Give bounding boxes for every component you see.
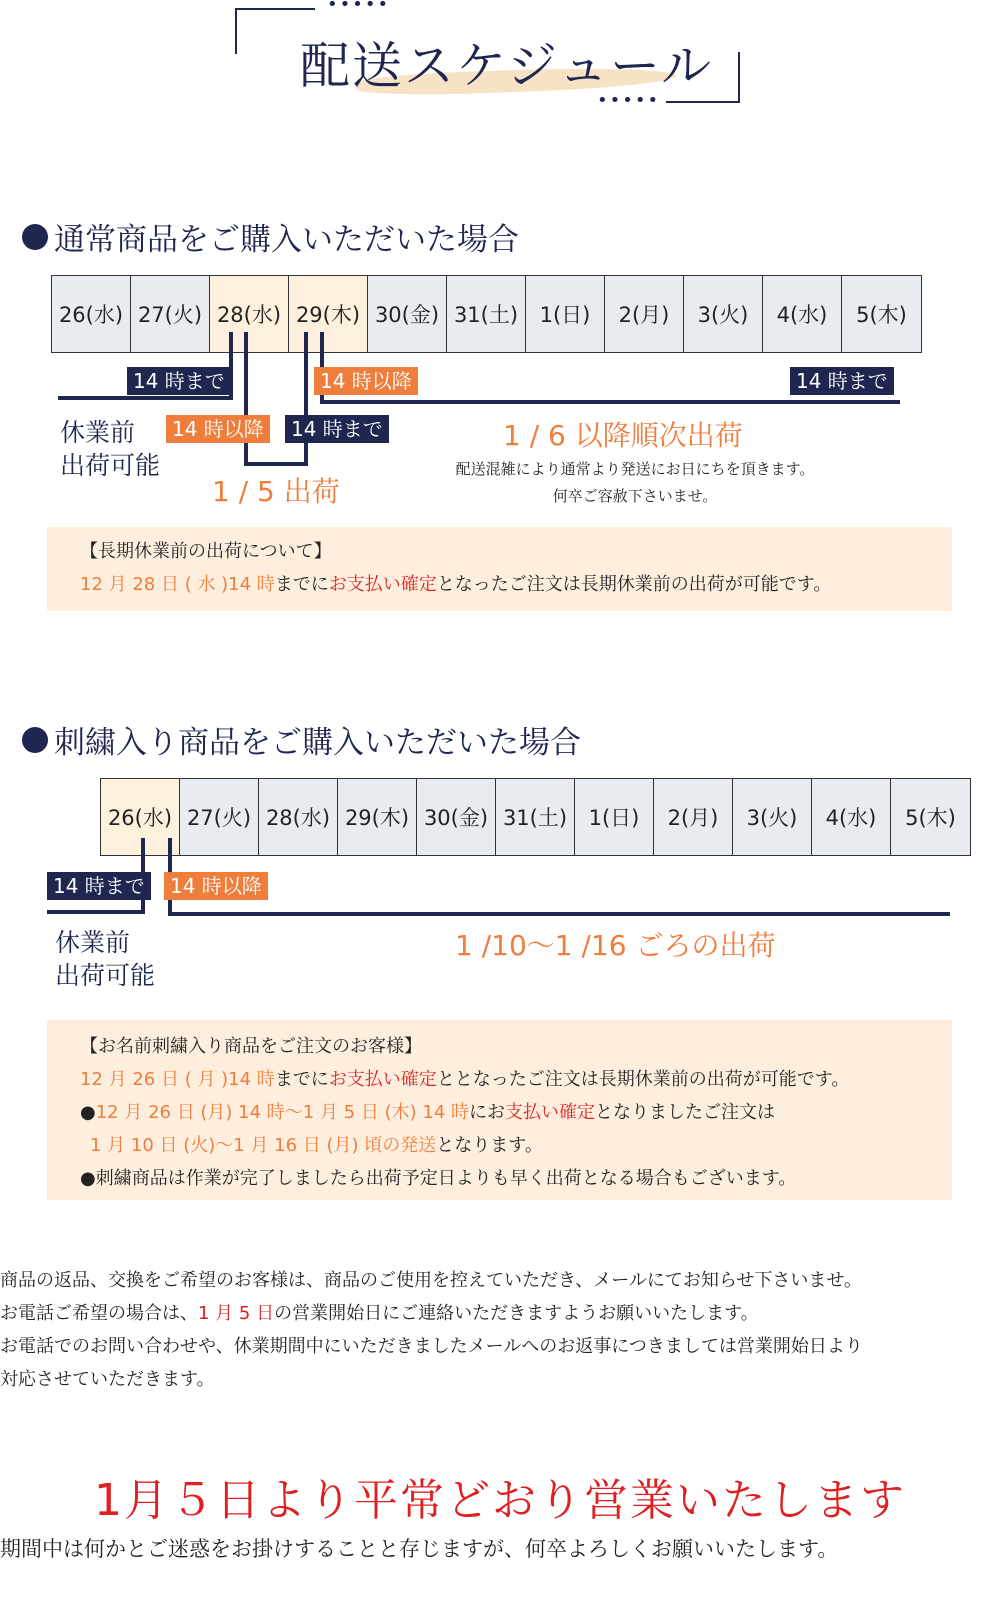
notice2-line4: ●刺繍商品は作業が完了しましたら出荷予定日よりも早く出荷となる場合もございます。	[80, 1168, 797, 1189]
bullet-icon	[22, 224, 48, 250]
calendar-day: 2(月)	[654, 779, 733, 855]
tag-until-14: 14 時まで	[47, 872, 151, 900]
timeline-line	[168, 912, 950, 916]
page-title: 配送スケジュール	[300, 37, 713, 95]
section1-heading	[22, 214, 519, 259]
notice2-date: 12 月 26 日 ( 月 )14 時	[80, 1069, 275, 1090]
notice-box-1	[47, 527, 952, 611]
bullet-icon: ●	[80, 1102, 96, 1123]
connector-line	[244, 462, 308, 466]
title-bracket-top	[235, 8, 315, 10]
notice-box-2	[47, 1020, 952, 1200]
info-line2	[0, 1297, 863, 1330]
tag-after-14: 14 時以降	[166, 415, 270, 443]
notice2-line1	[80, 1063, 952, 1096]
notice2-title: 【お名前刺繍入り商品をご注文のお客様】	[80, 1036, 422, 1057]
delay-note-line2: 何卒ご容赦下さいませ。	[552, 487, 718, 505]
notice1-mid: までに	[274, 574, 329, 595]
notice1-pay: お支払い確定	[328, 574, 437, 595]
calendar-day: 31(土)	[447, 276, 526, 352]
calendar-day: 28(水)	[210, 276, 289, 352]
calendar-day: 2(月)	[605, 276, 684, 352]
notice2-rest2: となりましたご注文は	[595, 1102, 775, 1123]
notice1-date: 12 月 28 日 ( 水 )14 時	[80, 574, 275, 595]
calendar-day: 29(木)	[289, 276, 368, 352]
rest-label-line1: 休業前	[60, 418, 136, 447]
section1-heading-text: 通常商品をご購入いただいた場合	[54, 222, 519, 258]
title-dots-top: •••••	[327, 0, 391, 15]
title-bracket-left	[235, 8, 237, 54]
announcement: 1月５日より平常どおり営業いたします	[94, 1475, 906, 1526]
notice2-line2	[80, 1096, 952, 1129]
info-line2-a: お電話ご希望の場合は、	[0, 1303, 198, 1324]
calendar-day: 30(金)	[417, 779, 496, 855]
delay-note-line1: 配送混雑により通常より発送にお日にちを頂きます。	[455, 460, 815, 478]
calendar-day: 4(水)	[812, 779, 891, 855]
notice2-ship-range: 1 月 10 日 (火)〜1 月 16 日 (月) 頃の発送	[90, 1135, 437, 1156]
info-line4: 対応させていただきます。	[0, 1369, 215, 1390]
section2-heading-text: 刺繍入り商品をご購入いただいた場合	[54, 725, 581, 761]
info-line1: 商品の返品、交換をご希望のお客様は、商品のご使用を控えていただき、メールにてお知らせ下さいませ。	[0, 1270, 862, 1291]
calendar-day: 5(木)	[891, 779, 970, 855]
notice2-rest3: となります。	[436, 1135, 543, 1156]
tag-until-14: 14 時まで	[790, 367, 894, 395]
info-paragraph	[0, 1264, 863, 1396]
timeline-line	[58, 396, 233, 400]
notice2-mid2: にお	[469, 1102, 505, 1123]
bullet-icon	[22, 727, 48, 753]
ship-jan5-label: 1 / 5 出荷	[212, 475, 340, 508]
calendar-day: 5(木)	[842, 276, 921, 352]
calendar-day: 27(火)	[180, 779, 259, 855]
title-bracket-bottom	[666, 101, 740, 103]
closing-text: 期間中は何かとご迷惑をお掛けすることと存じますが、何卒よろしくお願いいたします。	[0, 1537, 839, 1561]
tag-after-14: 14 時以降	[164, 872, 268, 900]
tag-after-14: 14 時以降	[314, 367, 418, 395]
calendar-day: 4(水)	[763, 276, 842, 352]
timeline-line	[47, 910, 145, 914]
calendar-day: 26(水)	[101, 779, 180, 855]
calendar-day: 1(日)	[526, 276, 605, 352]
info-line3: お電話でのお問い合わせや、休業期間中にいただきましたメールへのお返事につきましては営業開始日より	[0, 1336, 863, 1357]
info-line2-b: の営業開始日にご連絡いただきますようお願いいたします。	[274, 1303, 759, 1324]
connector-line	[304, 332, 308, 466]
delay-note	[430, 458, 840, 506]
calendar-day: 26(水)	[52, 276, 131, 352]
calendar-day: 28(水)	[259, 779, 338, 855]
calendar-day: 30(金)	[368, 276, 447, 352]
connector-line	[244, 332, 248, 466]
ship-jan6-label: 1 / 6 以降順次出荷	[503, 419, 743, 452]
tag-until-14: 14 時まで	[127, 367, 231, 395]
rest-label-line2: 出荷可能	[60, 451, 161, 480]
calendar-day: 3(火)	[733, 779, 812, 855]
ship-range-label: 1 /10〜1 /16 ごろの出荷	[455, 929, 776, 962]
notice2-pay2: 支払い確定	[505, 1102, 595, 1123]
section1-calendar	[51, 275, 922, 353]
timeline-line	[320, 400, 900, 404]
notice2-rest: ととなったご注文は長期休業前の出荷が可能です。	[436, 1069, 850, 1090]
calendar-day: 29(木)	[338, 779, 417, 855]
calendar-day: 1(日)	[575, 779, 654, 855]
info-line2-date: 1 月 5 日	[198, 1303, 275, 1324]
notice1-rest: となったご注文は長期休業前の出荷が可能です。	[436, 574, 832, 595]
title-bracket-right	[738, 52, 740, 103]
section2-calendar	[100, 778, 971, 856]
notice2-line3	[80, 1129, 952, 1162]
title-dots-bottom: •••••	[597, 90, 661, 111]
section2-heading	[22, 717, 581, 762]
tag-until-14: 14 時まで	[285, 415, 389, 443]
rest-label-line1: 休業前	[55, 928, 131, 957]
notice2-range: 12 月 26 日 (月) 14 時〜1 月 5 日 (木) 14 時	[95, 1102, 469, 1123]
notice1-title: 【長期休業前の出荷について】	[80, 541, 332, 562]
calendar-day: 27(火)	[131, 276, 210, 352]
rest-label	[55, 926, 155, 992]
calendar-day: 3(火)	[684, 276, 763, 352]
notice2-mid: までに	[274, 1069, 329, 1090]
rest-label	[60, 416, 160, 482]
rest-label-line2: 出荷可能	[55, 961, 156, 990]
notice2-pay: お支払い確定	[328, 1069, 437, 1090]
notice1-line	[80, 568, 952, 601]
calendar-day: 31(土)	[496, 779, 575, 855]
